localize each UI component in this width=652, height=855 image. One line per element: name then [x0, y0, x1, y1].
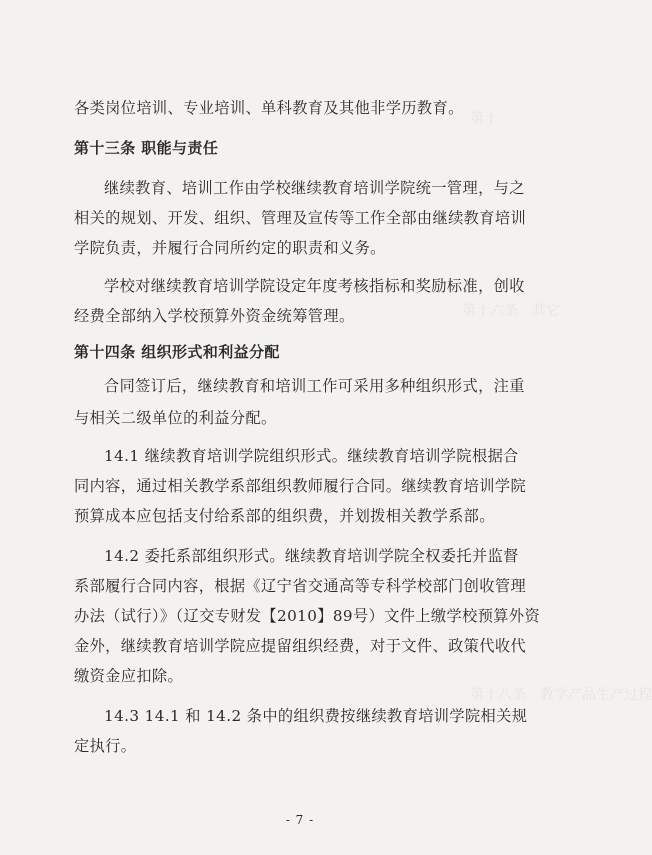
text-line: 经费全部纳入学校预算外资金统筹管理。 — [74, 307, 355, 325]
text-line: 学校对继续教育培训学院设定年度考核指标和奖励标准，创收 — [104, 277, 525, 295]
clause-14-1: 14.1 继续教育培训学院组织形式。继续教育培训学院根据合 — [104, 447, 519, 465]
article-13-heading: 第十三条 职能与责任 — [74, 139, 219, 157]
text-line: 系部履行合同内容，根据《辽宁省交通高等专科学校部门创收管理 — [74, 577, 527, 595]
text-line: 预算成本应包括支付给系部的组织费，并划拨相关教学系部。 — [74, 507, 495, 525]
text-line: 金外，继续教育培训学院应提留组织经费，对于文件、政策代收代 — [74, 637, 527, 655]
clause-14-3: 14.3 14.1 和 14.2 条中的组织费按继续教育培训学院相关规 — [104, 707, 528, 725]
bleed-through-text: 第十六条 其它 — [462, 303, 560, 319]
text-line: 相关的规划、开发、组织、管理及宣传等工作全部由继续教育培训 — [74, 209, 527, 227]
bleed-through-text: 第十八条 教学产品生产过程 — [470, 687, 652, 703]
text-line: 继续教育、培训工作由学校继续教育培训学院统一管理，与之 — [104, 179, 525, 197]
text-line: 办法（试行）》（辽交专财发【2010】89号）文件上缴学校预算外资 — [74, 607, 541, 625]
text-line: 合同签订后，继续教育和培训工作可采用多种组织形式，注重 — [104, 377, 525, 395]
text-line: 与相关二级单位的利益分配。 — [74, 409, 277, 427]
text-line: 缴资金应扣除。 — [74, 667, 184, 685]
text-line: 学院负责，并履行合同所约定的职责和义务。 — [74, 239, 386, 257]
text-line: 定执行。 — [74, 737, 137, 755]
page-number: - 7 - — [285, 813, 315, 827]
bleed-through-text: 第十 — [470, 111, 498, 127]
clause-14-2: 14.2 委托系部组织形式。继续教育培训学院全权委托并监督 — [104, 547, 519, 565]
article-14-heading: 第十四条 组织形式和利益分配 — [74, 343, 280, 361]
text-line: 各类岗位培训、专业培训、单科教育及其他非学历教育。 — [74, 99, 464, 117]
text-line: 同内容，通过相关教学系部组织教师履行合同。继续教育培训学院 — [74, 477, 527, 495]
